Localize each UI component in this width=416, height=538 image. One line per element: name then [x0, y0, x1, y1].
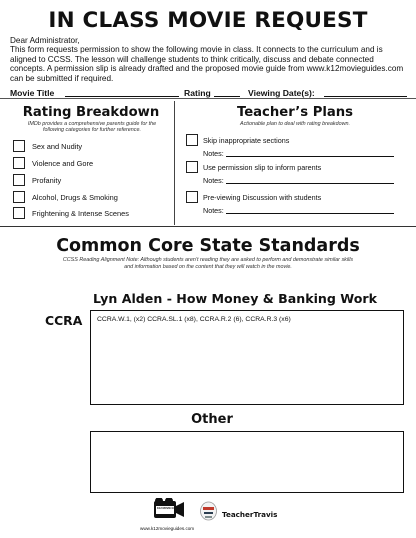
notes-input[interactable]: [226, 206, 394, 214]
rating-item: [13, 207, 173, 220]
movie-name: Lyn Alden - How Money & Banking Work: [93, 291, 377, 306]
plan-item-label: Use permission slip to inform parents: [203, 163, 322, 172]
ccss-heading: Common Core State Standards: [56, 236, 360, 256]
plan-item-label: Skip inappropriate sections: [203, 136, 290, 145]
rating-item: [13, 140, 173, 153]
ccss-note: CCSS Reading Alignment Note: Although students aren’t reading they are asked to perform and demonstrate similar skills and information based on the content that they will watch in the movie.: [62, 257, 354, 270]
rating-input[interactable]: [214, 88, 240, 97]
ccra-label: CCRA: [45, 313, 83, 328]
rating-item-label: Sex and Nudity: [32, 142, 83, 151]
ccra-codes: CCRA.W.1, (x2) CCRA.SL.1 (x8), CCRA.R.2 (6), CCRA.R.3 (x6): [97, 316, 291, 323]
header-rule: [0, 98, 416, 99]
footer-logo-text: K12 MOVIE GUIDES: [157, 507, 182, 510]
teacher-badge-icon: [200, 501, 217, 523]
notes-label: Notes:: [203, 149, 224, 158]
ccra-box[interactable]: [90, 310, 404, 405]
notes-label: Notes:: [203, 206, 224, 215]
plan-item: [186, 134, 406, 162]
page-title: IN CLASS MOVIE REQUEST: [48, 8, 368, 33]
rating-item-label: Profanity: [32, 176, 62, 185]
plan-item-label: Pre-viewing Discussion with students: [203, 193, 322, 202]
rating-checkbox[interactable]: [13, 174, 25, 186]
rating-item-label: Alcohol, Drugs & Smoking: [32, 193, 118, 202]
rating-item: [13, 191, 173, 204]
salutation: Dear Administrator,: [10, 36, 80, 45]
rating-item: [13, 157, 173, 170]
footer: [140, 498, 280, 538]
rating-item: [13, 174, 173, 187]
section-rule: [0, 226, 416, 227]
plan-checkbox[interactable]: [186, 161, 198, 173]
notes-input[interactable]: [226, 149, 394, 157]
movie-title-input[interactable]: [65, 88, 179, 97]
plan-item: [186, 161, 406, 189]
teachers-plans-heading: Teacher’s Plans: [236, 105, 354, 120]
movie-title-label: Movie Title: [10, 88, 55, 98]
rating-breakdown-note: IMDb provides a comprehensive parents guide for the following categories for further reference.: [27, 121, 157, 134]
rating-item-label: Frightening & Intense Scenes: [32, 209, 129, 218]
other-label: Other: [191, 412, 233, 427]
k12-movie-guides-logo-icon: [140, 498, 196, 524]
other-box[interactable]: [90, 431, 404, 493]
footer-brand: TeacherTravis: [222, 510, 278, 519]
plan-item: [186, 191, 406, 219]
viewing-dates-input[interactable]: [324, 88, 407, 97]
notes-label: Notes:: [203, 176, 224, 185]
teachers-plans-note: Actionable plan to deal with rating breakdown.: [240, 121, 350, 127]
intro-paragraph: This form requests permission to show the following movie in class. It connects to the curriculum and is aligned to CCSS. The lesson will challenge students to think critically, discuss and debate connected concepts. A permission slip is already drafted and the proposed movie guide from www.k12movieguides.com can be submitted if required.: [10, 45, 404, 84]
rating-item-label: Violence and Gore: [32, 159, 94, 168]
rating-checkbox[interactable]: [13, 140, 25, 152]
rating-breakdown-heading: Rating Breakdown: [22, 105, 160, 120]
footer-url: www.k12movieguides.com: [140, 526, 195, 531]
rating-checkbox[interactable]: [13, 207, 25, 219]
notes-input[interactable]: [226, 176, 394, 184]
rating-label: Rating: [184, 88, 211, 98]
rating-checkbox[interactable]: [13, 191, 25, 203]
plan-checkbox[interactable]: [186, 191, 198, 203]
rating-checkbox[interactable]: [13, 157, 25, 169]
column-divider: [174, 101, 175, 225]
viewing-dates-label: Viewing Date(s):: [248, 88, 315, 98]
plan-checkbox[interactable]: [186, 134, 198, 146]
